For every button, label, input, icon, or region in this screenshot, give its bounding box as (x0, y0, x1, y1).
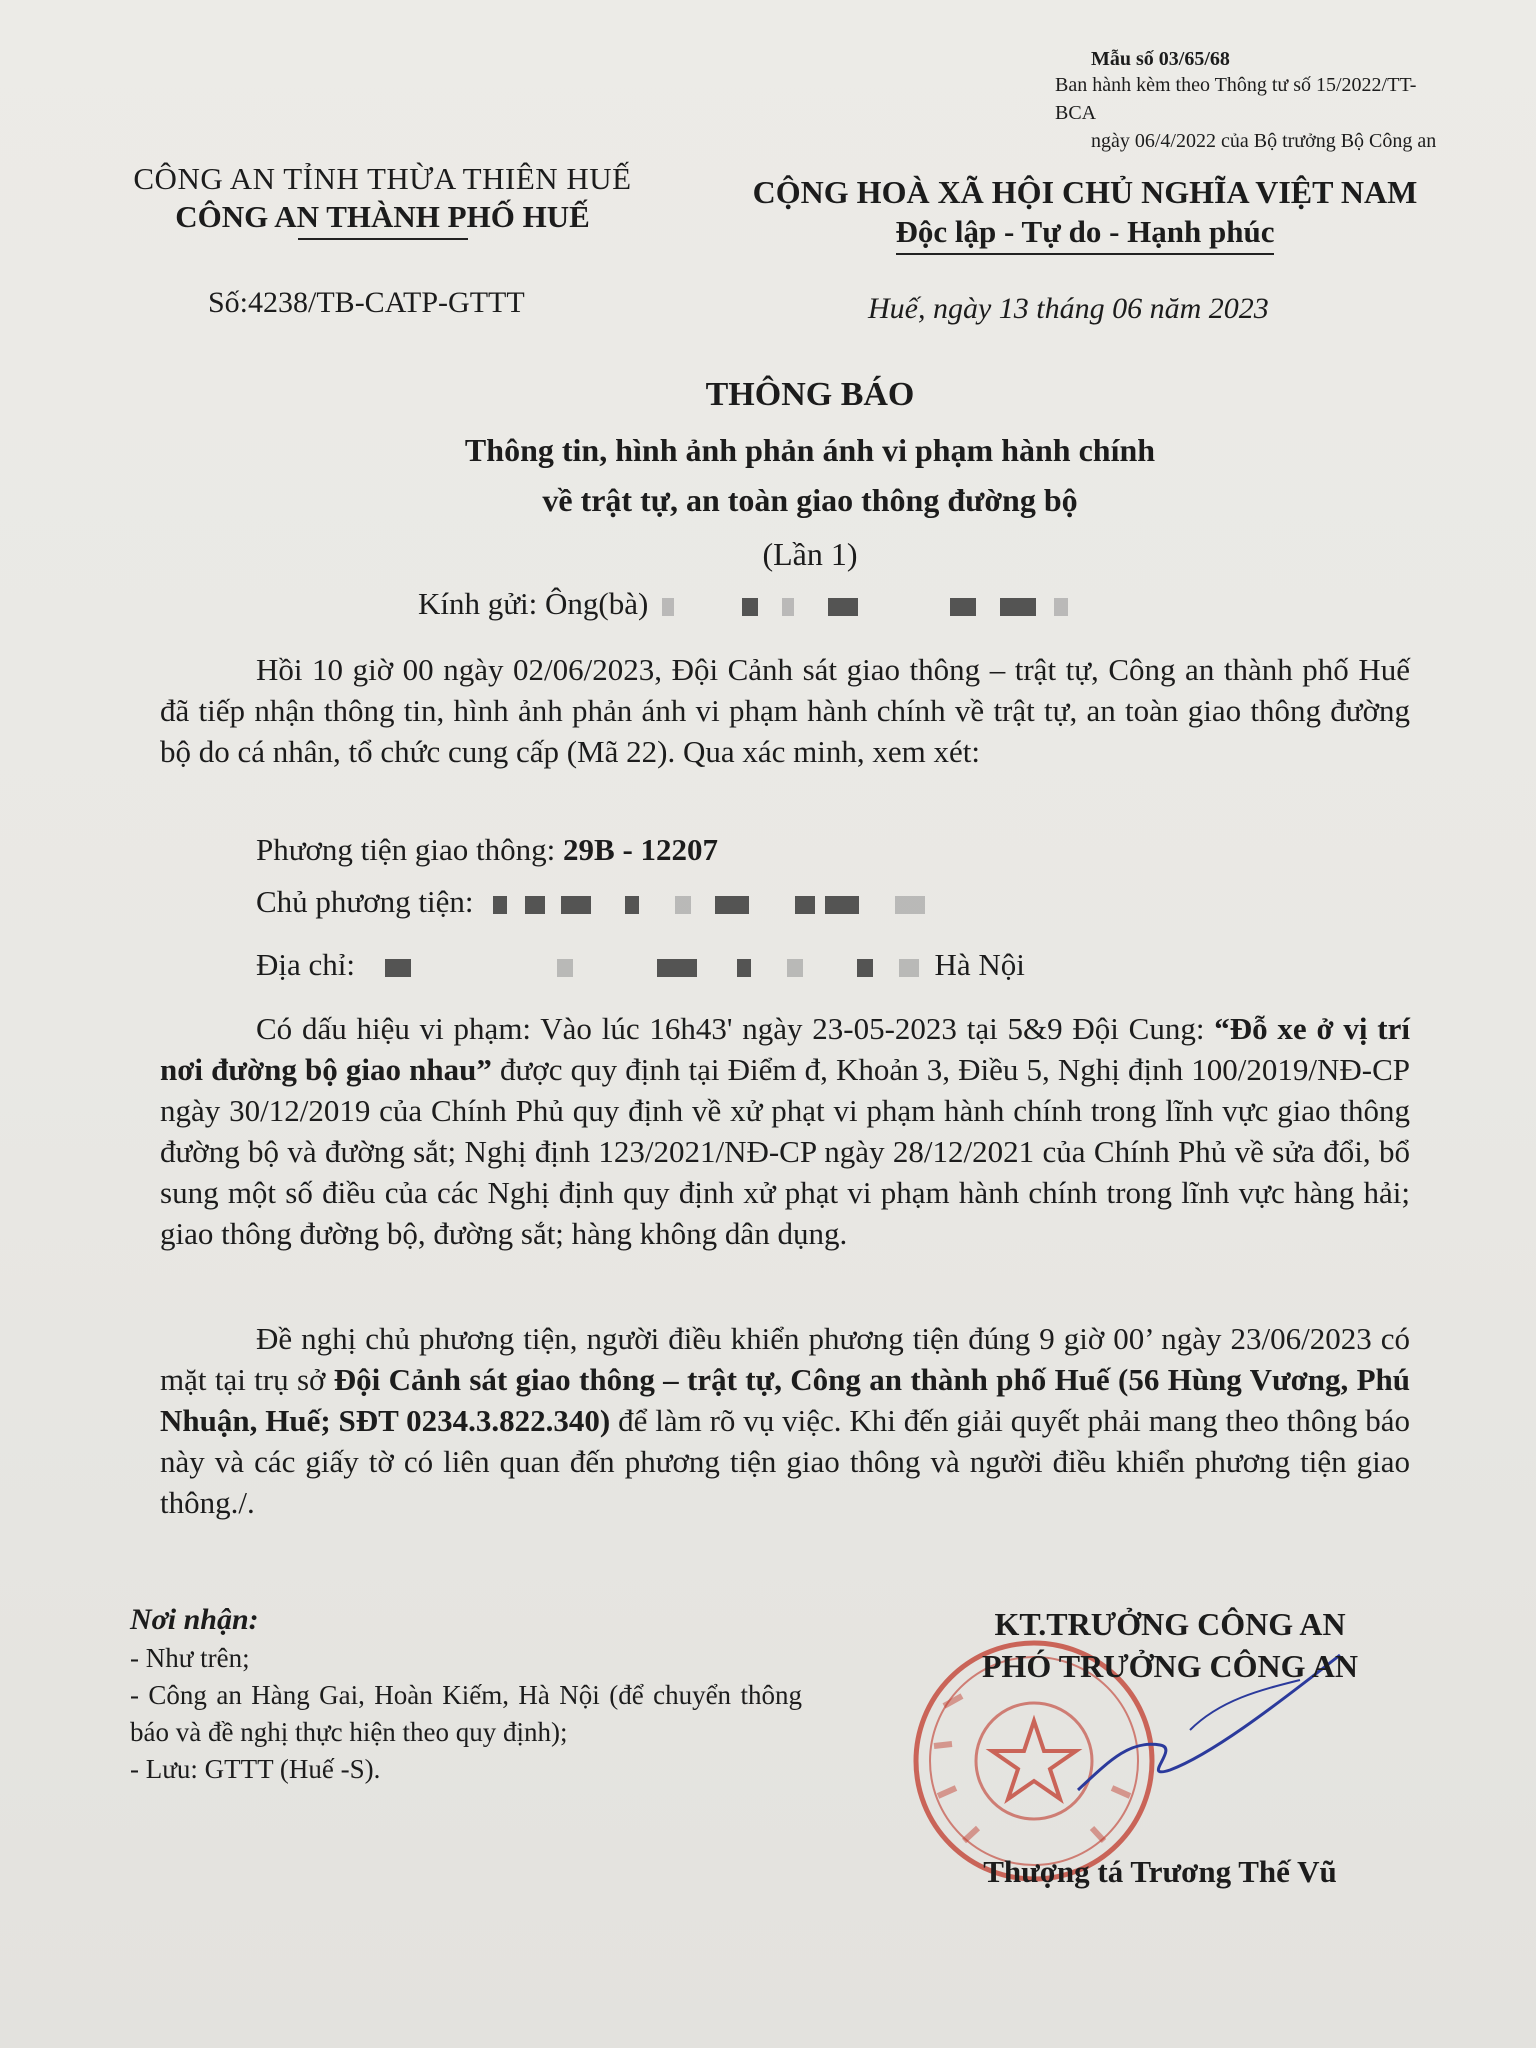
nation-header (725, 172, 1445, 255)
signatory-name: Thượng tá Trương Thế Vũ (983, 1854, 1337, 1889)
form-number-block (1055, 48, 1455, 155)
violation-legal-basis: được quy định tại Điểm đ, Khoản 3, Điều 5, Nghị định 100/2019/NĐ-CP ngày 30/12/2019 của Chính Phủ quy định về xử phạt vi phạm hành chính trong lĩnh vực giao thông đường bộ và đường sắt; Nghị định 123/2021/NĐ-CP ngày 28/12/2021 của Chính Phủ về sửa đổi, bổ sung một số điều của các Nghị định quy định xử phạt vi phạm hành chính trong lĩnh vực hàng hải; giao thông đường bộ, đường sắt; hàng không dân dụng. (160, 1052, 1411, 1251)
nation-motto: Độc lập - Tự do - Hạnh phúc (896, 212, 1275, 255)
document-number: Số:4238/TB-CATP-GTTT (208, 286, 525, 319)
agency-header (100, 160, 665, 240)
form-issued-date: ngày 06/4/2022 của Bộ trưởng Bộ Công an (1091, 130, 1437, 152)
office-address: Đội Cảnh sát giao thông – trật tự, Công an thành phố Huế (56 Hùng Vương, Phú Nhuận, Huế; SĐT 0234.3.822.340) (160, 1362, 1411, 1438)
violation-lead: Có dấu hiệu vi phạm: Vào lúc 16h43' ngày 23-05-2023 tại 5&9 Đội Cung: (256, 1011, 1215, 1046)
request-rest: để làm rõ vụ việc. Khi đến giải quyết phải mang theo thông báo này và các giấy tờ có liên quan đến phương tiện giao thông và người điều khiển phương tiện giao thông./. (160, 1403, 1410, 1520)
document-subtitle-1: Thông tin, hình ảnh phản ánh vi phạm hành chính (464, 432, 1156, 468)
signatory-title-1: KT.TRƯỞNG CÔNG AN (994, 1606, 1346, 1642)
paragraph-receipt: Hồi 10 giờ 00 ngày 02/06/2023, Đội Cảnh sát giao thông – trật tự, Công an thành phố Huế đã tiếp nhận thông tin, hình ảnh phản ánh vi phạm hành chính về trật tự, an toàn giao thông đường bộ do cá nhân, tổ chức cung cấp (Mã 22). Qua xác minh, xem xét: (160, 652, 1410, 769)
request-lead: Đề nghị chủ phương tiện, người điều khiển phương tiện đúng 9 giờ 00’ ngày 23/06/2023 có mặt tại trụ sở (160, 1321, 1410, 1397)
recipient-line (418, 586, 1080, 622)
redacted-recipient-name (660, 596, 1080, 618)
agency-parent: CÔNG AN TỈNH THỪA THIÊN HUẾ (133, 161, 632, 196)
form-code: Mẫu số 03/65/68 (1091, 48, 1230, 70)
form-issued-line: Ban hành kèm theo Thông tư số 15/2022/TT-BCA (1055, 74, 1417, 124)
paragraph-violation (160, 1008, 1410, 1254)
recipient-item-1: - Như trên; (130, 1643, 250, 1673)
redacted-owner-name (485, 894, 965, 916)
vehicle-field (256, 832, 718, 868)
owner-field (256, 884, 965, 920)
violation-description: “Đỗ xe ở vị trí nơi đường bộ giao nhau” (160, 1011, 1410, 1087)
signatory-block (905, 1603, 1435, 1687)
recipients-block (130, 1600, 802, 1788)
owner-label: Chủ phương tiện: (256, 884, 474, 919)
attempt-number: (Lần 1) (762, 536, 858, 572)
signatory-title-2: PHÓ TRƯỞNG CÔNG AN (981, 1648, 1358, 1684)
recipient-item-2: - Công an Hàng Gai, Hoàn Kiếm, Hà Nội (để chuyển thông báo và đề nghị thực hiện theo quy định); (130, 1680, 802, 1747)
nation-name: CỘNG HOÀ XÃ HỘI CHỦ NGHĨA VIỆT NAM (752, 174, 1418, 210)
address-label: Địa chỉ: (256, 947, 355, 982)
recipient-item-3: - Lưu: GTTT (Huế -S). (130, 1754, 381, 1784)
document-subtitle-2: về trật tự, an toàn giao thông đường bộ (542, 482, 1078, 518)
agency-underline (298, 238, 468, 240)
vehicle-label: Phương tiện giao thông: (256, 832, 564, 867)
recipients-header: Nơi nhận: (130, 1603, 259, 1636)
address-field (256, 947, 1025, 983)
place-date: Huế, ngày 13 tháng 06 năm 2023 (868, 292, 1269, 325)
agency-name: CÔNG AN THÀNH PHỐ HUẾ (175, 199, 590, 234)
paragraph-request (160, 1318, 1410, 1523)
vehicle-plate: 29B - 12207 (563, 832, 719, 867)
address-city: Hà Nội (934, 947, 1025, 982)
redacted-address (367, 957, 927, 979)
document-title: THÔNG BÁO (705, 376, 915, 413)
recipient-label: Kính gửi: Ông(bà) (418, 586, 649, 621)
